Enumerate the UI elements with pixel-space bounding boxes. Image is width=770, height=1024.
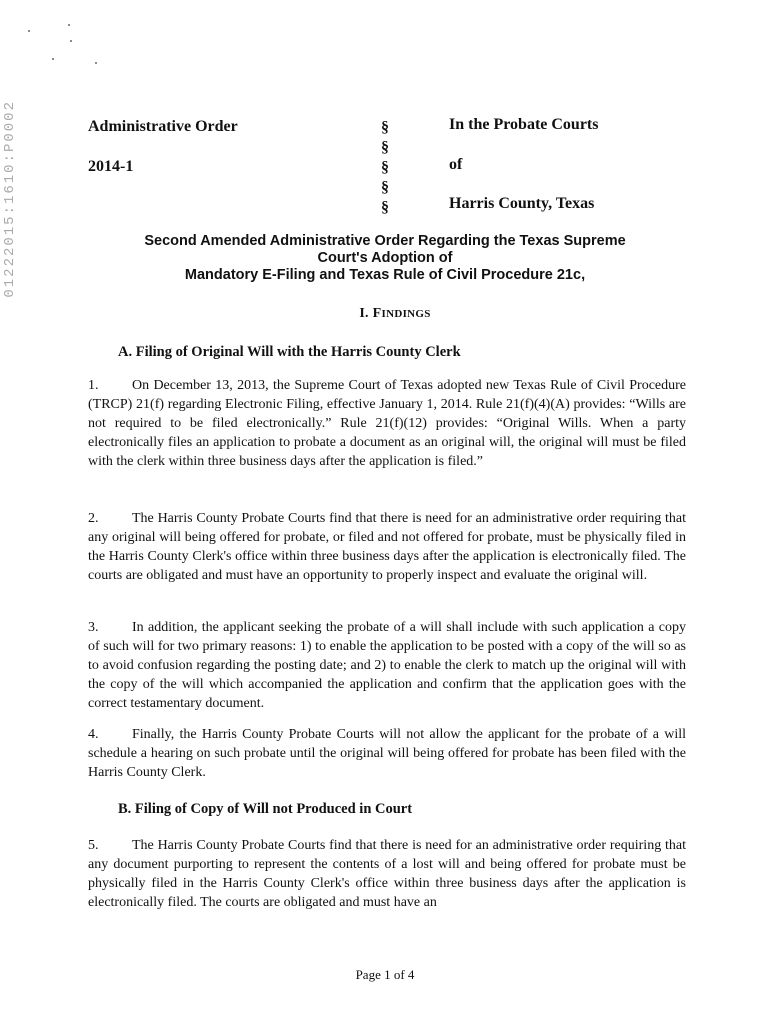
- scan-speck: [52, 58, 54, 60]
- paragraph-number: 2.: [88, 511, 99, 526]
- order-number: 2014-1: [88, 158, 134, 175]
- section-mark: §: [381, 119, 389, 136]
- paragraph-number: 3.: [88, 620, 99, 635]
- court-of: of: [449, 156, 463, 173]
- paragraph-number: 5.: [88, 838, 99, 853]
- section-mark: §: [381, 179, 389, 196]
- paragraph-2: [88, 509, 686, 585]
- section-mark: §: [381, 159, 389, 176]
- section-b-heading: B. Filing of Copy of Will not Produced in Court: [118, 801, 413, 817]
- paragraph-number: 1.: [88, 378, 99, 393]
- filing-stamp: 01222015:1610:P0002: [2, 100, 18, 298]
- scan-speck: [95, 62, 97, 64]
- page-number: Page 1 of 4: [355, 967, 415, 982]
- scan-speck: [70, 40, 72, 42]
- order-title: Administrative Order: [88, 118, 238, 135]
- court-name: In the Probate Courts: [449, 116, 599, 133]
- paragraph-text: The Harris County Probate Courts find that there is need for an administrative order requiring that any original will being offered for probate, or filed and not offered for probate, must be physically filed in the Harris County Clerk's office within three business days after the application is electronically filed. The courts are obligated and must have an opportunity to properly inspect and evaluate the original will.: [88, 511, 686, 583]
- title-line-1: Second Amended Administrative Order Regarding the Texas Supreme: [144, 233, 626, 249]
- paragraph-1: [88, 376, 686, 471]
- paragraph-text: On December 13, 2013, the Supreme Court of Texas adopted new Texas Rule of Civil Procedure (TRCP) 21(f) regarding Electronic Filing, effective January 1, 2014. Rule 21(f)(4)(A) provides: “Wills are not required to be filed electronically.” Rule 21(f)(12) provides: “Original Wills. When a party electronically files an application to probate a document as an original will, the original will must be filed with the clerk within three business days after the application is filed.”: [88, 378, 686, 469]
- paragraph-text: The Harris County Probate Courts find that there is need for an administrative order requiring that any document purporting to represent the contents of a lost will and being offered for probate must be physically filed in the Harris County Clerk's office within three business days after the application is electronically filed. The courts are obligated and must have an: [88, 838, 686, 910]
- section-mark: §: [381, 199, 389, 216]
- section-mark: §: [381, 139, 389, 156]
- findings-rest: INDINGS: [381, 308, 431, 320]
- section-a-heading: A. Filing of Original Will with the Harris County Clerk: [118, 344, 461, 360]
- findings-prefix: I. F: [359, 306, 382, 321]
- court-county: Harris County, Texas: [449, 195, 595, 212]
- title-line-2: Court's Adoption of: [317, 250, 453, 266]
- document-title: [80, 233, 690, 284]
- paragraph-3: [88, 618, 686, 713]
- findings-heading: [330, 306, 460, 322]
- paragraph-5: [88, 836, 686, 912]
- paragraph-text: In addition, the applicant seeking the probate of a will shall include with such application a copy of such will for two primary reasons: 1) to enable the application to be posted with a copy of the will so as to avoid confusion regarding the posting date; and 2) to enable the clerk to match up the original will with the copy of the will which accompanied the application and confirm that the application goes with the correct testamentary document.: [88, 620, 686, 711]
- paragraph-text: Finally, the Harris County Probate Courts will not allow the applicant for the probate of a will schedule a hearing on such probate until the original will being offered for probate has been filed with the Harris County Clerk.: [88, 727, 686, 780]
- title-line-3: Mandatory E-Filing and Texas Rule of Civil Procedure 21c,: [184, 267, 586, 283]
- scan-speck: [28, 30, 30, 32]
- paragraph-number: 4.: [88, 727, 99, 742]
- paragraph-4: [88, 725, 686, 782]
- scan-speck: [68, 24, 70, 26]
